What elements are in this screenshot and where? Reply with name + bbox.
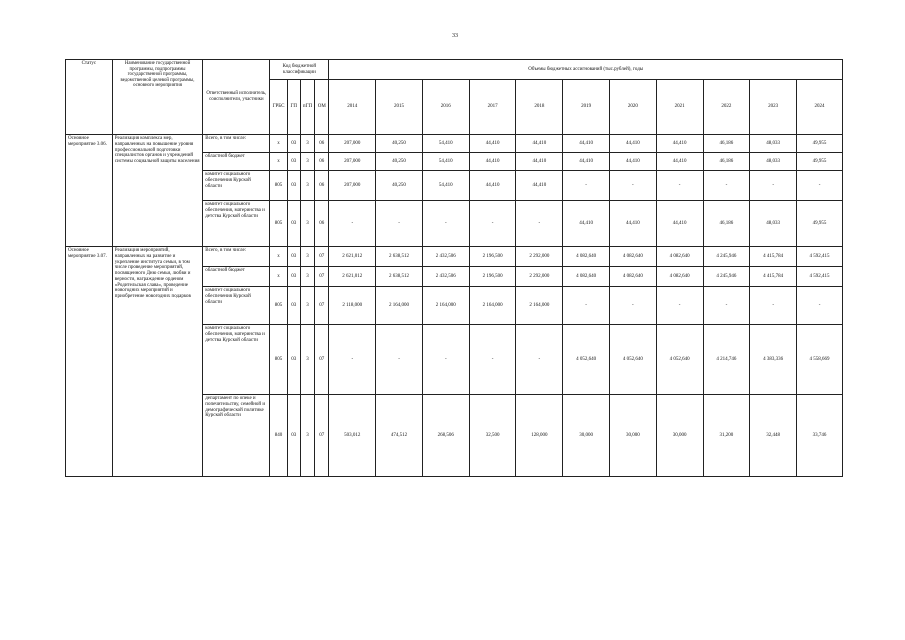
value-cell: - <box>563 287 610 325</box>
value-cell: - <box>703 287 750 325</box>
value-cell: 2 638,512 <box>376 247 423 267</box>
header-year: 2015 <box>376 80 423 135</box>
value-cell: - <box>516 325 563 395</box>
value-cell: 2 196,500 <box>469 247 516 267</box>
grbs-cell: 805 <box>270 325 287 395</box>
executor-cell: областной бюджет <box>203 267 270 287</box>
value-cell: 268,506 <box>422 395 469 477</box>
value-cell: - <box>376 325 423 395</box>
header-year: 2022 <box>703 80 750 135</box>
value-cell: - <box>797 171 843 201</box>
value-cell: 2 164,000 <box>376 287 423 325</box>
gp-cell: 03 <box>287 287 300 325</box>
value-cell: 44,410 <box>609 153 656 171</box>
value-cell: 40,250 <box>376 153 423 171</box>
value-cell: 33,746 <box>797 395 843 477</box>
value-cell: - <box>469 201 516 247</box>
executor-cell: комитет социального обеспечения Курской области <box>203 287 270 325</box>
gp-cell: 03 <box>287 171 300 201</box>
value-cell: - <box>609 287 656 325</box>
value-cell: 54,410 <box>422 171 469 201</box>
header-name: Наименование государственной программы, подпрограммы государственной программы, ведомственной целевой программы, основного мероприятия <box>112 60 203 135</box>
status-cell: Основное мероприятие 3.07. <box>66 247 113 477</box>
value-cell: - <box>422 201 469 247</box>
header-year: 2018 <box>516 80 563 135</box>
event-name-cell: Реализация мероприятий, направленных на развитие и укрепление института семьи, в том числе проведение мероприятий, посвященного Дню семьи, любви и верности, награждение орденом «Родительская слава», проведение новогодних мероприятий и приобретение новогодних подарков <box>112 247 203 477</box>
executor-cell: комитет социального обеспечения Курской области <box>203 171 270 201</box>
value-cell: - <box>422 325 469 395</box>
budget-table <box>65 59 843 477</box>
table-body <box>66 135 843 477</box>
om-cell: 06 <box>315 153 329 171</box>
value-cell: 4 052,640 <box>563 325 610 395</box>
value-cell: 40,250 <box>376 171 423 201</box>
pgp-cell: 3 <box>300 247 314 267</box>
om-cell: 07 <box>315 287 329 325</box>
header-year: 2019 <box>563 80 610 135</box>
value-cell: 46,186 <box>703 135 750 153</box>
value-cell: 46,186 <box>703 153 750 171</box>
value-cell: 2 164,000 <box>469 287 516 325</box>
value-cell: 2 118,000 <box>329 287 376 325</box>
header-code-col: ОМ <box>315 80 329 135</box>
value-cell: 32,448 <box>750 395 797 477</box>
value-cell: 2 292,000 <box>516 267 563 287</box>
value-cell: 32,500 <box>469 395 516 477</box>
value-cell: 44,410 <box>609 201 656 247</box>
header-status: Статус <box>66 60 113 135</box>
value-cell: 44,410 <box>469 153 516 171</box>
gp-cell: 03 <box>287 135 300 153</box>
header-year: 2023 <box>750 80 797 135</box>
value-cell: 44,410 <box>469 171 516 201</box>
value-cell: 40,250 <box>376 135 423 153</box>
header-year: 2017 <box>469 80 516 135</box>
value-cell: 128,000 <box>516 395 563 477</box>
gp-cell: 03 <box>287 201 300 247</box>
event-name-cell: Реализация комплекса мер, направленных на повышение уровня профессиональной подготовки специалистов органов и учреждений системы социальной защиты населения <box>112 135 203 247</box>
pgp-cell: 3 <box>300 135 314 153</box>
value-cell: 2 164,000 <box>422 287 469 325</box>
value-cell: 2 164,000 <box>516 287 563 325</box>
om-cell: 07 <box>315 267 329 287</box>
value-cell: 44,410 <box>609 135 656 153</box>
grbs-cell: 805 <box>270 201 287 247</box>
value-cell: 4 415,784 <box>750 267 797 287</box>
value-cell: 44,410 <box>563 135 610 153</box>
value-cell: 48,033 <box>750 153 797 171</box>
value-cell: 207,000 <box>329 171 376 201</box>
executor-cell: областной бюджет <box>203 153 270 171</box>
header-code-col: пГП <box>300 80 314 135</box>
value-cell: 2 621,012 <box>329 267 376 287</box>
pgp-cell: 3 <box>300 395 314 477</box>
header-executor: Ответственный исполнитель, соисполнители, участники <box>203 60 270 135</box>
pgp-cell: 3 <box>300 267 314 287</box>
value-cell: 30,000 <box>656 395 703 477</box>
header-year: 2021 <box>656 80 703 135</box>
pgp-cell: 3 <box>300 287 314 325</box>
value-cell: 4 082,640 <box>563 267 610 287</box>
value-cell: 207,000 <box>329 153 376 171</box>
value-cell: 49,955 <box>797 201 843 247</box>
gp-cell: 03 <box>287 267 300 287</box>
value-cell: 4 082,640 <box>609 247 656 267</box>
header-year: 2014 <box>329 80 376 135</box>
value-cell: - <box>750 171 797 201</box>
pgp-cell: 3 <box>300 153 314 171</box>
value-cell: 31,200 <box>703 395 750 477</box>
value-cell: 4 082,640 <box>656 247 703 267</box>
table-header <box>66 60 843 135</box>
value-cell: 30,000 <box>563 395 610 477</box>
value-cell: 44,410 <box>563 201 610 247</box>
grbs-cell: x <box>270 153 287 171</box>
value-cell: 44,410 <box>469 135 516 153</box>
grbs-cell: x <box>270 247 287 267</box>
page-number: 33 <box>452 33 458 39</box>
pgp-cell: 3 <box>300 171 314 201</box>
value-cell: 2 621,012 <box>329 247 376 267</box>
table-row <box>66 247 843 267</box>
om-cell: 06 <box>315 135 329 153</box>
value-cell: - <box>750 287 797 325</box>
value-cell: 4 245,946 <box>703 247 750 267</box>
table-row <box>66 135 843 153</box>
value-cell: 4 082,640 <box>609 267 656 287</box>
header-volumes: Объемы бюджетных ассигнований (тыс.рублей), годы <box>329 60 843 80</box>
executor-cell: комитет социального обеспечения, материнства и детства Курской области <box>203 325 270 395</box>
value-cell: 54,410 <box>422 153 469 171</box>
om-cell: 06 <box>315 201 329 247</box>
grbs-cell: x <box>270 267 287 287</box>
header-code: Код бюджетной классификации <box>270 60 329 80</box>
value-cell: 2 432,506 <box>422 267 469 287</box>
value-cell: 4 214,746 <box>703 325 750 395</box>
header-year: 2016 <box>422 80 469 135</box>
executor-cell: комитет социального обеспечения, материнства и детства Курской области <box>203 201 270 247</box>
gp-cell: 03 <box>287 395 300 477</box>
value-cell: - <box>469 325 516 395</box>
value-cell: - <box>329 325 376 395</box>
header-code-col: ГРБС <box>270 80 287 135</box>
gp-cell: 03 <box>287 247 300 267</box>
executor-cell: Всего, в том числе: <box>203 135 270 153</box>
value-cell: 503,012 <box>329 395 376 477</box>
om-cell: 06 <box>315 171 329 201</box>
value-cell: 4 052,640 <box>656 325 703 395</box>
value-cell: 49,955 <box>797 135 843 153</box>
om-cell: 07 <box>315 247 329 267</box>
value-cell: 4 245,946 <box>703 267 750 287</box>
value-cell: 4 383,336 <box>750 325 797 395</box>
value-cell: - <box>563 171 610 201</box>
value-cell: - <box>376 201 423 247</box>
grbs-cell: 805 <box>270 171 287 201</box>
value-cell: 4 052,640 <box>609 325 656 395</box>
value-cell: 2 196,500 <box>469 267 516 287</box>
value-cell: 44,410 <box>656 201 703 247</box>
value-cell: - <box>797 287 843 325</box>
value-cell: 48,033 <box>750 201 797 247</box>
gp-cell: 03 <box>287 153 300 171</box>
value-cell: 54,410 <box>422 135 469 153</box>
value-cell: 2 292,000 <box>516 247 563 267</box>
value-cell: 49,955 <box>797 153 843 171</box>
value-cell: 4 592,415 <box>797 267 843 287</box>
value-cell: 4 415,784 <box>750 247 797 267</box>
value-cell: 4 082,640 <box>563 247 610 267</box>
grbs-cell: 805 <box>270 287 287 325</box>
grbs-cell: x <box>270 135 287 153</box>
value-cell: 44,410 <box>516 135 563 153</box>
status-cell: Основное мероприятие 3.06. <box>66 135 113 247</box>
header-code-col: ГП <box>287 80 300 135</box>
value-cell: - <box>703 171 750 201</box>
value-cell: 44,410 <box>516 153 563 171</box>
value-cell: 44,410 <box>563 153 610 171</box>
value-cell: - <box>656 287 703 325</box>
om-cell: 07 <box>315 395 329 477</box>
om-cell: 07 <box>315 325 329 395</box>
executor-cell: Всего, в том числе: <box>203 247 270 267</box>
value-cell: 44,410 <box>516 171 563 201</box>
executor-cell: департамент по опеке и попечительству, семейной и демографической политике Курской области <box>203 395 270 477</box>
value-cell: - <box>656 171 703 201</box>
pgp-cell: 3 <box>300 201 314 247</box>
header-year: 2020 <box>609 80 656 135</box>
value-cell: 474,512 <box>376 395 423 477</box>
value-cell: 46,186 <box>703 201 750 247</box>
value-cell: 4 558,669 <box>797 325 843 395</box>
value-cell: 4 592,415 <box>797 247 843 267</box>
header-year: 2024 <box>797 80 843 135</box>
value-cell: 44,410 <box>656 153 703 171</box>
gp-cell: 03 <box>287 325 300 395</box>
grbs-cell: 840 <box>270 395 287 477</box>
value-cell: 30,000 <box>609 395 656 477</box>
value-cell: 2 432,506 <box>422 247 469 267</box>
value-cell: - <box>516 201 563 247</box>
value-cell: - <box>609 171 656 201</box>
value-cell: 44,410 <box>656 135 703 153</box>
pgp-cell: 3 <box>300 325 314 395</box>
value-cell: 2 638,512 <box>376 267 423 287</box>
value-cell: 48,033 <box>750 135 797 153</box>
value-cell: - <box>329 201 376 247</box>
value-cell: 4 082,640 <box>656 267 703 287</box>
value-cell: 207,000 <box>329 135 376 153</box>
